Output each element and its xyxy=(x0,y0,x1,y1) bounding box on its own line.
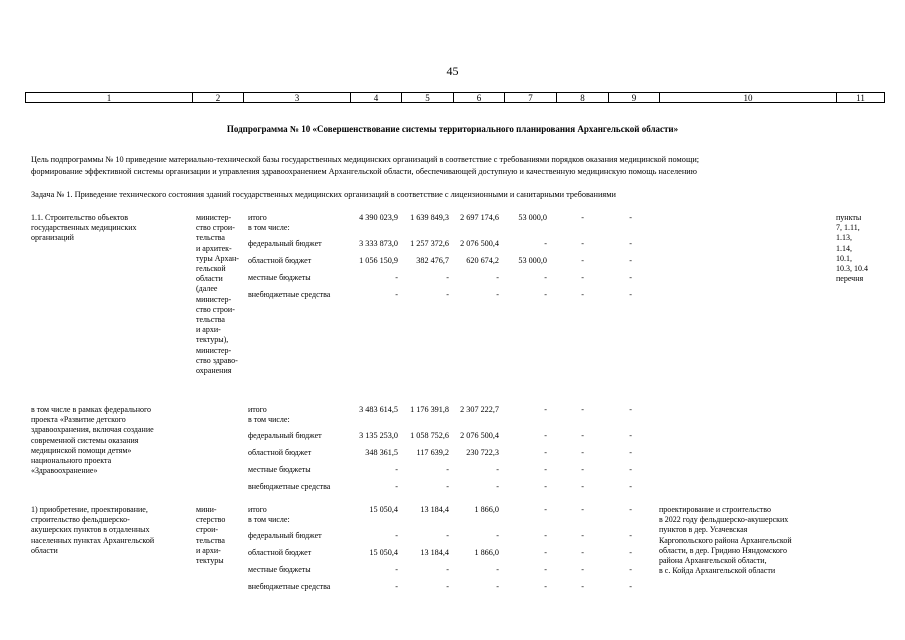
budget-value: 3 135 253,0 xyxy=(359,431,398,440)
executor-line: области xyxy=(196,274,223,284)
budget-value: 3 333 873,0 xyxy=(359,239,398,248)
funding-source: в том числе: xyxy=(248,223,290,232)
result-line: в с. Койда Архангельской области xyxy=(659,566,776,576)
activity-name-line: национального проекта xyxy=(31,456,112,465)
budget-value: - xyxy=(581,431,584,440)
funding-source: итого xyxy=(248,505,267,514)
budget-value: - xyxy=(581,465,584,474)
funding-source: местные бюджеты xyxy=(248,565,311,574)
funding-source: местные бюджеты xyxy=(248,273,311,282)
funding-source: внебюджетные средства xyxy=(248,582,331,591)
col-header-3: 3 xyxy=(244,93,351,102)
budget-value: - xyxy=(395,531,398,540)
budget-value: - xyxy=(629,482,632,491)
col-header-10: 10 xyxy=(660,93,837,102)
funding-source: федеральный бюджет xyxy=(248,239,322,248)
budget-value: 53 000,0 xyxy=(518,213,547,222)
budget-value: 1 257 372,6 xyxy=(410,239,449,248)
budget-value: 2 076 500,4 xyxy=(460,431,499,440)
budget-value: - xyxy=(629,213,632,222)
budget-value: - xyxy=(544,582,547,591)
activity-name-line: 1.1. Строительство объектов xyxy=(31,213,129,222)
budget-value: - xyxy=(581,239,584,248)
budget-value: 1 058 752,6 xyxy=(410,431,449,440)
col-header-6: 6 xyxy=(454,93,505,102)
budget-value: 382 476,7 xyxy=(416,256,449,265)
executor-line: охранения xyxy=(196,366,232,375)
budget-value: - xyxy=(496,273,499,282)
reference-line: 10.3, 10.4 xyxy=(836,264,868,273)
reference-line: 1.14, xyxy=(836,243,852,253)
executor-line: министер- xyxy=(196,213,232,222)
budget-value: - xyxy=(544,465,547,474)
task-heading: Задача № 1. Приведение технического состояния зданий государственных медицинских организаций в соответствие с лицензионными и санитарными требованиями xyxy=(31,190,616,199)
budget-value: - xyxy=(446,531,449,540)
activity-name-line: современной системы оказания xyxy=(31,435,139,445)
result-line: района Архангельской области, xyxy=(659,556,767,565)
budget-value: - xyxy=(581,448,584,457)
budget-value: - xyxy=(581,482,584,491)
budget-value: 13 184,4 xyxy=(420,505,449,514)
budget-value: - xyxy=(544,239,547,248)
executor-line: и архи- xyxy=(196,545,221,555)
executor-line: гельской xyxy=(196,264,226,273)
executor-line: мини- xyxy=(196,505,217,514)
budget-value: - xyxy=(629,431,632,440)
budget-value: - xyxy=(629,405,632,414)
budget-value: - xyxy=(581,531,584,540)
budget-value: - xyxy=(629,273,632,282)
result-line: проектирование и строительство xyxy=(659,505,771,514)
executor-line: и архи- xyxy=(196,325,221,335)
activity-name-line: населенных пунктах Архангельской xyxy=(31,535,155,545)
column-header-row xyxy=(25,92,885,103)
budget-value: - xyxy=(446,273,449,282)
budget-value: - xyxy=(629,565,632,574)
executor-line: ство строи- xyxy=(196,223,235,233)
executor-line: тельства xyxy=(196,233,225,243)
budget-value: - xyxy=(395,482,398,491)
budget-value: - xyxy=(496,290,499,299)
budget-value: - xyxy=(544,448,547,457)
budget-value: - xyxy=(581,273,584,282)
budget-value: - xyxy=(581,256,584,265)
col-header-8: 8 xyxy=(557,93,609,102)
executor-line: министер- xyxy=(196,294,232,304)
reference-line: пункты xyxy=(836,213,862,222)
funding-source: в том числе: xyxy=(248,415,290,424)
budget-value: - xyxy=(544,273,547,282)
budget-value: - xyxy=(629,290,632,299)
budget-value: - xyxy=(581,548,584,557)
executor-line: тектуры xyxy=(196,556,224,565)
budget-value: - xyxy=(496,582,499,591)
executor-line: ство строи- xyxy=(196,304,235,314)
budget-value: - xyxy=(629,531,632,540)
funding-source: областной бюджет xyxy=(248,256,312,265)
activity-name-line: области xyxy=(31,545,58,555)
budget-value: - xyxy=(446,565,449,574)
budget-value: 1 866,0 xyxy=(474,548,499,557)
budget-value: - xyxy=(629,582,632,591)
activity-name-line: медицинской помощи детям» xyxy=(31,445,132,455)
reference-line: 7, 1.11, xyxy=(836,223,860,233)
reference-line: 1.13, xyxy=(836,233,852,243)
col-header-11: 11 xyxy=(856,93,865,103)
budget-value: - xyxy=(544,405,547,414)
budget-value: - xyxy=(446,465,449,474)
result-line: в 2022 году фельдшерско-акушерских xyxy=(659,515,789,525)
executor-line: тектуры), xyxy=(196,335,229,345)
result-line: области, в дер. Гридино Няндомского xyxy=(659,545,788,555)
col-header-7: 7 xyxy=(505,93,557,102)
budget-value: 2 307 222,7 xyxy=(460,405,499,414)
budget-value: 1 866,0 xyxy=(474,505,499,514)
budget-value: 620 674,2 xyxy=(466,256,499,265)
budget-value: - xyxy=(395,582,398,591)
budget-value: 4 390 023,9 xyxy=(359,213,398,222)
activity-name-line: проекта «Развитие детского xyxy=(31,415,126,425)
budget-value: - xyxy=(581,405,584,414)
executor-line: туры Архан- xyxy=(196,253,239,263)
activity-name-line: «Здравоохранение» xyxy=(31,466,98,476)
col-header-4: 4 xyxy=(351,93,402,102)
budget-value: - xyxy=(496,482,499,491)
budget-value: - xyxy=(544,565,547,574)
budget-value: - xyxy=(446,482,449,491)
col-header-5: 5 xyxy=(402,93,454,102)
col-header-2: 2 xyxy=(193,93,244,102)
budget-value: 15 050,4 xyxy=(369,505,398,514)
budget-value: - xyxy=(544,548,547,557)
budget-value: 15 050,4 xyxy=(369,548,398,557)
funding-source: внебюджетные средства xyxy=(248,290,331,299)
program-goal xyxy=(31,154,699,178)
activity-name-line: строительство фельдшерско- xyxy=(31,515,130,525)
budget-value: 13 184,4 xyxy=(420,548,449,557)
result-line: пунктов в дер. Усачевская xyxy=(659,525,748,535)
funding-source: внебюджетные средства xyxy=(248,482,331,491)
budget-value: 2 697 174,6 xyxy=(460,213,499,222)
budget-value: - xyxy=(629,448,632,457)
budget-value: - xyxy=(496,465,499,474)
activity-name-line: государственных медицинских xyxy=(31,223,137,233)
result-line: Каргопольского района Архангельской xyxy=(659,535,792,545)
budget-value: 117 639,2 xyxy=(416,448,449,457)
budget-value: - xyxy=(446,582,449,591)
budget-value: 1 176 391,8 xyxy=(410,405,449,414)
budget-value: - xyxy=(581,290,584,299)
executor-line: министер- xyxy=(196,345,232,355)
funding-source: федеральный бюджет xyxy=(248,431,322,440)
reference-line: 10.1, xyxy=(836,253,852,263)
budget-value: - xyxy=(446,290,449,299)
budget-value: 230 722,3 xyxy=(466,448,499,457)
budget-value: - xyxy=(496,565,499,574)
budget-value: 1 639 849,3 xyxy=(410,213,449,222)
funding-source: федеральный бюджет xyxy=(248,531,322,540)
budget-value: - xyxy=(581,582,584,591)
subprogram-title: Подпрограмма № 10 «Совершенствование системы территориального планирования Архангельской области» xyxy=(226,124,679,134)
budget-value: - xyxy=(581,505,584,514)
funding-source: областной бюджет xyxy=(248,448,312,457)
goal-line: Цель подпрограммы № 10 приведение материально-технической базы государственных медицинских организаций в соответствие с требованиями порядков оказания медицинской помощи; xyxy=(31,155,700,164)
executor-line: (далее xyxy=(196,284,218,294)
budget-value: - xyxy=(581,213,584,222)
budget-value: - xyxy=(395,290,398,299)
budget-value: 348 361,5 xyxy=(365,448,398,457)
budget-value: - xyxy=(581,565,584,574)
funding-source: в том числе: xyxy=(248,515,290,524)
page-number: 45 xyxy=(446,64,459,78)
budget-value: - xyxy=(395,273,398,282)
budget-value: - xyxy=(544,290,547,299)
activity-name-line: организаций xyxy=(31,233,74,243)
activity-name-line: здравоохранения, включая создание xyxy=(31,425,154,435)
budget-value: - xyxy=(629,239,632,248)
budget-value: - xyxy=(629,505,632,514)
executor-line: тельства xyxy=(196,535,225,545)
budget-value: - xyxy=(544,505,547,514)
budget-value: - xyxy=(629,548,632,557)
budget-value: - xyxy=(496,531,499,540)
budget-value: - xyxy=(629,465,632,474)
executor-line: ство здраво- xyxy=(196,355,238,365)
budget-value: 53 000,0 xyxy=(518,256,547,265)
reference-line: перечня xyxy=(836,274,864,284)
funding-source: областной бюджет xyxy=(248,548,312,557)
budget-value: - xyxy=(629,256,632,265)
executor-line: тельства xyxy=(196,315,225,324)
funding-source: местные бюджеты xyxy=(248,465,311,474)
goal-line: формирование эффективной системы организации и управления здравоохранением Архангельской области, обеспечивающей доступную и качественную медицинскую помощь населению xyxy=(31,167,697,176)
funding-source: итого xyxy=(248,213,267,222)
budget-value: - xyxy=(544,531,547,540)
budget-value: - xyxy=(395,565,398,574)
funding-source: итого xyxy=(248,405,267,414)
budget-value: - xyxy=(395,465,398,474)
activity-name-line: 1) приобретение, проектирование, xyxy=(31,505,148,514)
budget-value: 2 076 500,4 xyxy=(460,239,499,248)
budget-value: 3 483 614,5 xyxy=(359,405,398,414)
activity-name-line: в том числе в рамках федерального xyxy=(31,405,152,414)
col-header-9: 9 xyxy=(609,93,660,102)
budget-value: - xyxy=(544,431,547,440)
budget-value: 1 056 150,9 xyxy=(359,256,398,265)
activity-name-line: акушерских пунктов в отдаленных xyxy=(31,525,150,535)
executor-line: строи- xyxy=(196,525,219,535)
executor-line: и архитек- xyxy=(196,243,232,253)
budget-value: - xyxy=(544,482,547,491)
col-header-1: 1 xyxy=(26,93,193,102)
executor-line: стерство xyxy=(196,515,226,525)
